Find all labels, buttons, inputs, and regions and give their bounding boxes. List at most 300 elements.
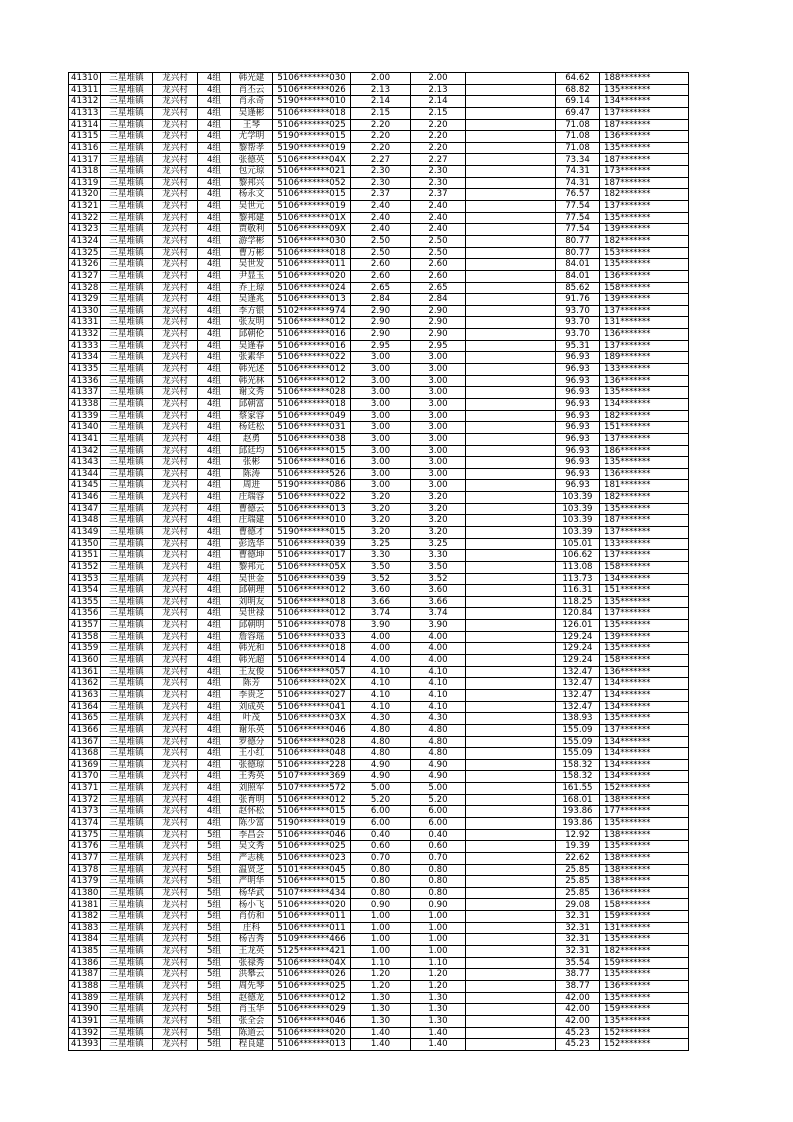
- village-cell: 龙兴村: [153, 131, 198, 143]
- table-row: [69, 526, 689, 538]
- table-row: [69, 224, 689, 236]
- amount-cell: 132.47: [556, 689, 600, 701]
- table-row: [69, 340, 689, 352]
- phone-cell: 134*******: [600, 689, 689, 701]
- phone-cell: 135*******: [600, 596, 689, 608]
- name-cell: 张素华: [231, 352, 273, 364]
- amount-cell: 155.09: [556, 748, 600, 760]
- row-number: 41338: [69, 398, 101, 410]
- area-cell: 3.00: [351, 468, 411, 480]
- amount-cell: 103.39: [556, 515, 600, 527]
- blank-cell: [466, 887, 556, 899]
- name-cell: 罗德分: [231, 736, 273, 748]
- phone-cell: 151*******: [600, 585, 689, 597]
- id-number-cell: 5106*******526: [273, 468, 351, 480]
- area-confirmed-cell: 3.20: [411, 503, 466, 515]
- area-cell: 2.20: [351, 142, 411, 154]
- id-number-cell: 5106*******025: [273, 841, 351, 853]
- village-cell: 龙兴村: [153, 748, 198, 760]
- id-number-cell: 5106*******017: [273, 550, 351, 562]
- group-cell: 4组: [198, 678, 231, 690]
- area-cell: 3.30: [351, 550, 411, 562]
- amount-cell: 42.00: [556, 992, 600, 1004]
- table-row: [69, 992, 689, 1004]
- town-cell: 三星堆镇: [101, 596, 153, 608]
- area-confirmed-cell: 3.00: [411, 480, 466, 492]
- town-cell: 三星堆镇: [101, 841, 153, 853]
- row-number: 41310: [69, 73, 101, 85]
- area-cell: 3.00: [351, 375, 411, 387]
- area-cell: 3.50: [351, 561, 411, 573]
- phone-cell: 137*******: [600, 526, 689, 538]
- name-cell: 尤学明: [231, 131, 273, 143]
- row-number: 41368: [69, 748, 101, 760]
- town-cell: 三星堆镇: [101, 247, 153, 259]
- id-number-cell: 5106*******020: [273, 270, 351, 282]
- table-row: [69, 550, 689, 562]
- amount-cell: 96.93: [556, 410, 600, 422]
- village-cell: 龙兴村: [153, 177, 198, 189]
- area-cell: 1.10: [351, 957, 411, 969]
- town-cell: 三星堆镇: [101, 317, 153, 329]
- group-cell: 4组: [198, 585, 231, 597]
- blank-cell: [466, 678, 556, 690]
- phone-cell: 137*******: [600, 340, 689, 352]
- row-number: 41355: [69, 596, 101, 608]
- town-cell: 三星堆镇: [101, 433, 153, 445]
- name-cell: 贾敬利: [231, 224, 273, 236]
- area-cell: 3.00: [351, 422, 411, 434]
- group-cell: 4组: [198, 305, 231, 317]
- row-number: 41379: [69, 876, 101, 888]
- id-number-cell: 5106*******022: [273, 492, 351, 504]
- row-number: 41330: [69, 305, 101, 317]
- group-cell: 5组: [198, 922, 231, 934]
- area-confirmed-cell: 4.10: [411, 689, 466, 701]
- id-number-cell: 5106*******027: [273, 689, 351, 701]
- row-number: 41382: [69, 911, 101, 923]
- id-number-cell: 5106*******041: [273, 701, 351, 713]
- group-cell: 5组: [198, 1027, 231, 1039]
- table-row: [69, 538, 689, 550]
- name-cell: 庄瑞容: [231, 492, 273, 504]
- amount-cell: 93.70: [556, 305, 600, 317]
- village-cell: 龙兴村: [153, 946, 198, 958]
- table-row: [69, 841, 689, 853]
- group-cell: 4组: [198, 736, 231, 748]
- id-number-cell: 5107*******369: [273, 771, 351, 783]
- blank-cell: [466, 445, 556, 457]
- id-number-cell: 5107*******572: [273, 783, 351, 795]
- group-cell: 5组: [198, 934, 231, 946]
- phone-cell: 135*******: [600, 969, 689, 981]
- town-cell: 三星堆镇: [101, 84, 153, 96]
- area-cell: 1.00: [351, 922, 411, 934]
- row-number: 41314: [69, 119, 101, 131]
- town-cell: 三星堆镇: [101, 911, 153, 923]
- id-number-cell: 5106*******046: [273, 1015, 351, 1027]
- name-cell: 王友俊: [231, 666, 273, 678]
- blank-cell: [466, 84, 556, 96]
- amount-cell: 91.76: [556, 294, 600, 306]
- id-number-cell: 5106*******012: [273, 992, 351, 1004]
- name-cell: 谢文秀: [231, 387, 273, 399]
- area-cell: 0.60: [351, 841, 411, 853]
- phone-cell: 135*******: [600, 84, 689, 96]
- amount-cell: 129.24: [556, 655, 600, 667]
- name-cell: 谢乐英: [231, 724, 273, 736]
- amount-cell: 193.86: [556, 806, 600, 818]
- area-confirmed-cell: 3.00: [411, 445, 466, 457]
- area-confirmed-cell: 2.13: [411, 84, 466, 96]
- amount-cell: 96.93: [556, 433, 600, 445]
- table-row: [69, 573, 689, 585]
- id-number-cell: 5106*******026: [273, 969, 351, 981]
- name-cell: 邱朝理: [231, 585, 273, 597]
- village-cell: 龙兴村: [153, 329, 198, 341]
- row-number: 41393: [69, 1039, 101, 1051]
- blank-cell: [466, 748, 556, 760]
- row-number: 41353: [69, 573, 101, 585]
- area-confirmed-cell: 2.40: [411, 201, 466, 213]
- blank-cell: [466, 899, 556, 911]
- id-number-cell: 5106*******012: [273, 317, 351, 329]
- amount-cell: 113.08: [556, 561, 600, 573]
- amount-cell: 35.54: [556, 957, 600, 969]
- area-cell: 4.10: [351, 666, 411, 678]
- table-body: [69, 73, 689, 1051]
- group-cell: 4组: [198, 631, 231, 643]
- blank-cell: [466, 73, 556, 85]
- id-number-cell: 5106*******052: [273, 177, 351, 189]
- area-cell: 1.30: [351, 992, 411, 1004]
- area-cell: 2.40: [351, 212, 411, 224]
- amount-cell: 77.54: [556, 224, 600, 236]
- group-cell: 5组: [198, 1015, 231, 1027]
- group-cell: 4组: [198, 596, 231, 608]
- town-cell: 三星堆镇: [101, 375, 153, 387]
- amount-cell: 96.93: [556, 375, 600, 387]
- row-number: 41391: [69, 1015, 101, 1027]
- area-confirmed-cell: 1.30: [411, 1004, 466, 1016]
- town-cell: 三星堆镇: [101, 736, 153, 748]
- group-cell: 5组: [198, 1004, 231, 1016]
- phone-cell: 182*******: [600, 946, 689, 958]
- phone-cell: 139*******: [600, 631, 689, 643]
- phone-cell: 135*******: [600, 841, 689, 853]
- name-cell: 乔上琼: [231, 282, 273, 294]
- amount-cell: 25.85: [556, 887, 600, 899]
- village-cell: 龙兴村: [153, 829, 198, 841]
- amount-cell: 96.93: [556, 422, 600, 434]
- town-cell: 三星堆镇: [101, 689, 153, 701]
- village-cell: 龙兴村: [153, 771, 198, 783]
- name-cell: 张育明: [231, 794, 273, 806]
- area-cell: 2.15: [351, 107, 411, 119]
- village-cell: 龙兴村: [153, 480, 198, 492]
- table-row: [69, 375, 689, 387]
- village-cell: 龙兴村: [153, 468, 198, 480]
- table-row: [69, 596, 689, 608]
- name-cell: 蔡家容: [231, 410, 273, 422]
- area-confirmed-cell: 3.00: [411, 457, 466, 469]
- group-cell: 4组: [198, 166, 231, 178]
- id-number-cell: 5106*******013: [273, 294, 351, 306]
- phone-cell: 137*******: [600, 201, 689, 213]
- table-row: [69, 818, 689, 830]
- phone-cell: 135*******: [600, 259, 689, 271]
- table-row: [69, 189, 689, 201]
- town-cell: 三星堆镇: [101, 270, 153, 282]
- blank-cell: [466, 1039, 556, 1051]
- row-number: 41343: [69, 457, 101, 469]
- row-number: 41318: [69, 166, 101, 178]
- area-confirmed-cell: 2.20: [411, 119, 466, 131]
- area-confirmed-cell: 2.60: [411, 259, 466, 271]
- name-cell: 王龙英: [231, 946, 273, 958]
- id-number-cell: 5106*******021: [273, 166, 351, 178]
- name-cell: 周进: [231, 480, 273, 492]
- area-cell: 1.30: [351, 1004, 411, 1016]
- group-cell: 4组: [198, 119, 231, 131]
- name-cell: 韩光述: [231, 364, 273, 376]
- row-number: 41349: [69, 526, 101, 538]
- name-cell: 赵怀松: [231, 806, 273, 818]
- row-number: 41362: [69, 678, 101, 690]
- table-row: [69, 503, 689, 515]
- amount-cell: 158.32: [556, 759, 600, 771]
- group-cell: 4组: [198, 748, 231, 760]
- amount-cell: 74.31: [556, 177, 600, 189]
- group-cell: 4组: [198, 387, 231, 399]
- row-number: 41344: [69, 468, 101, 480]
- blank-cell: [466, 515, 556, 527]
- area-cell: 3.00: [351, 410, 411, 422]
- row-number: 41348: [69, 515, 101, 527]
- id-number-cell: 5101*******045: [273, 864, 351, 876]
- table-row: [69, 876, 689, 888]
- area-confirmed-cell: 3.60: [411, 585, 466, 597]
- name-cell: 游学彬: [231, 235, 273, 247]
- town-cell: 三星堆镇: [101, 515, 153, 527]
- name-cell: 吴逢彬: [231, 107, 273, 119]
- village-cell: 龙兴村: [153, 852, 198, 864]
- phone-cell: 137*******: [600, 724, 689, 736]
- village-cell: 龙兴村: [153, 631, 198, 643]
- name-cell: 严志桃: [231, 852, 273, 864]
- blank-cell: [466, 305, 556, 317]
- village-cell: 龙兴村: [153, 655, 198, 667]
- row-number: 41369: [69, 759, 101, 771]
- area-confirmed-cell: 4.10: [411, 701, 466, 713]
- blank-cell: [466, 410, 556, 422]
- blank-cell: [466, 876, 556, 888]
- table-row: [69, 957, 689, 969]
- blank-cell: [466, 270, 556, 282]
- amount-cell: 168.01: [556, 794, 600, 806]
- area-confirmed-cell: 1.30: [411, 1015, 466, 1027]
- area-cell: 2.14: [351, 96, 411, 108]
- row-number: 41378: [69, 864, 101, 876]
- village-cell: 龙兴村: [153, 1015, 198, 1027]
- phone-cell: 133*******: [600, 364, 689, 376]
- name-cell: 张禄秀: [231, 957, 273, 969]
- village-cell: 龙兴村: [153, 876, 198, 888]
- village-cell: 龙兴村: [153, 783, 198, 795]
- id-number-cell: 5106*******016: [273, 329, 351, 341]
- blank-cell: [466, 387, 556, 399]
- row-number: 41315: [69, 131, 101, 143]
- blank-cell: [466, 131, 556, 143]
- table-row: [69, 922, 689, 934]
- table-row: [69, 585, 689, 597]
- village-cell: 龙兴村: [153, 422, 198, 434]
- phone-cell: 158*******: [600, 561, 689, 573]
- area-cell: 3.00: [351, 457, 411, 469]
- name-cell: 陈道云: [231, 1027, 273, 1039]
- area-confirmed-cell: 2.95: [411, 340, 466, 352]
- id-number-cell: 5106*******039: [273, 538, 351, 550]
- amount-cell: 96.93: [556, 457, 600, 469]
- id-number-cell: 5106*******030: [273, 235, 351, 247]
- area-confirmed-cell: 4.30: [411, 713, 466, 725]
- village-cell: 龙兴村: [153, 340, 198, 352]
- name-cell: 李贵芝: [231, 689, 273, 701]
- area-confirmed-cell: 4.80: [411, 724, 466, 736]
- group-cell: 4组: [198, 235, 231, 247]
- amount-cell: 42.00: [556, 1004, 600, 1016]
- group-cell: 4组: [198, 398, 231, 410]
- id-number-cell: 5106*******012: [273, 375, 351, 387]
- area-confirmed-cell: 0.90: [411, 899, 466, 911]
- group-cell: 4组: [198, 329, 231, 341]
- amount-cell: 129.24: [556, 631, 600, 643]
- row-number: 41326: [69, 259, 101, 271]
- group-cell: 4组: [198, 73, 231, 85]
- town-cell: 三星堆镇: [101, 969, 153, 981]
- town-cell: 三星堆镇: [101, 922, 153, 934]
- name-cell: 邱朝伦: [231, 329, 273, 341]
- name-cell: 韩光和: [231, 643, 273, 655]
- name-cell: 彭选华: [231, 538, 273, 550]
- area-confirmed-cell: 3.52: [411, 573, 466, 585]
- area-confirmed-cell: 6.00: [411, 806, 466, 818]
- area-cell: 4.90: [351, 771, 411, 783]
- name-cell: 杨华武: [231, 887, 273, 899]
- phone-cell: 138*******: [600, 794, 689, 806]
- phone-cell: 138*******: [600, 864, 689, 876]
- phone-cell: 182*******: [600, 410, 689, 422]
- town-cell: 三星堆镇: [101, 1027, 153, 1039]
- town-cell: 三星堆镇: [101, 468, 153, 480]
- town-cell: 三星堆镇: [101, 410, 153, 422]
- phone-cell: 187*******: [600, 177, 689, 189]
- group-cell: 4组: [198, 724, 231, 736]
- village-cell: 龙兴村: [153, 282, 198, 294]
- table-row: [69, 899, 689, 911]
- area-confirmed-cell: 3.90: [411, 620, 466, 632]
- area-confirmed-cell: 2.40: [411, 224, 466, 236]
- amount-cell: 77.54: [556, 212, 600, 224]
- id-number-cell: 5106*******020: [273, 1027, 351, 1039]
- area-cell: 3.52: [351, 573, 411, 585]
- row-number: 41371: [69, 783, 101, 795]
- table-row: [69, 364, 689, 376]
- row-number: 41316: [69, 142, 101, 154]
- id-number-cell: 5106*******028: [273, 736, 351, 748]
- blank-cell: [466, 596, 556, 608]
- group-cell: 4组: [198, 422, 231, 434]
- town-cell: 三星堆镇: [101, 96, 153, 108]
- village-cell: 龙兴村: [153, 235, 198, 247]
- row-number: 41383: [69, 922, 101, 934]
- area-confirmed-cell: 1.30: [411, 992, 466, 1004]
- group-cell: 4组: [198, 643, 231, 655]
- blank-cell: [466, 282, 556, 294]
- town-cell: 三星堆镇: [101, 387, 153, 399]
- village-cell: 龙兴村: [153, 166, 198, 178]
- name-cell: 杨永文: [231, 189, 273, 201]
- town-cell: 三星堆镇: [101, 107, 153, 119]
- village-cell: 龙兴村: [153, 270, 198, 282]
- area-cell: 3.20: [351, 526, 411, 538]
- blank-cell: [466, 980, 556, 992]
- id-number-cell: 5106*******016: [273, 457, 351, 469]
- area-cell: 3.00: [351, 433, 411, 445]
- village-cell: 龙兴村: [153, 352, 198, 364]
- group-cell: 4组: [198, 492, 231, 504]
- phone-cell: 134*******: [600, 736, 689, 748]
- name-cell: 黎帮孝: [231, 142, 273, 154]
- name-cell: 庄科: [231, 922, 273, 934]
- area-confirmed-cell: 1.20: [411, 980, 466, 992]
- area-confirmed-cell: 3.00: [411, 387, 466, 399]
- phone-cell: 135*******: [600, 142, 689, 154]
- group-cell: 4组: [198, 433, 231, 445]
- name-cell: 陈少富: [231, 818, 273, 830]
- village-cell: 龙兴村: [153, 398, 198, 410]
- group-cell: 5组: [198, 841, 231, 853]
- area-cell: 6.00: [351, 818, 411, 830]
- blank-cell: [466, 736, 556, 748]
- id-number-cell: 5106*******013: [273, 503, 351, 515]
- row-number: 41356: [69, 608, 101, 620]
- town-cell: 三星堆镇: [101, 783, 153, 795]
- amount-cell: 120.84: [556, 608, 600, 620]
- id-number-cell: 5190*******010: [273, 96, 351, 108]
- area-confirmed-cell: 4.10: [411, 666, 466, 678]
- area-confirmed-cell: 2.15: [411, 107, 466, 119]
- name-cell: 吴世金: [231, 573, 273, 585]
- blank-cell: [466, 212, 556, 224]
- group-cell: 4组: [198, 818, 231, 830]
- amount-cell: 103.39: [556, 503, 600, 515]
- area-confirmed-cell: 3.20: [411, 515, 466, 527]
- table-row: [69, 352, 689, 364]
- town-cell: 三星堆镇: [101, 678, 153, 690]
- name-cell: 李方银: [231, 305, 273, 317]
- name-cell: 曹德才: [231, 526, 273, 538]
- phone-cell: 136*******: [600, 887, 689, 899]
- village-cell: 龙兴村: [153, 596, 198, 608]
- id-number-cell: 5106*******018: [273, 107, 351, 119]
- amount-cell: 161.55: [556, 783, 600, 795]
- row-number: 41365: [69, 713, 101, 725]
- blank-cell: [466, 561, 556, 573]
- group-cell: 4组: [198, 96, 231, 108]
- name-cell: 庄瑞建: [231, 515, 273, 527]
- area-cell: 3.20: [351, 492, 411, 504]
